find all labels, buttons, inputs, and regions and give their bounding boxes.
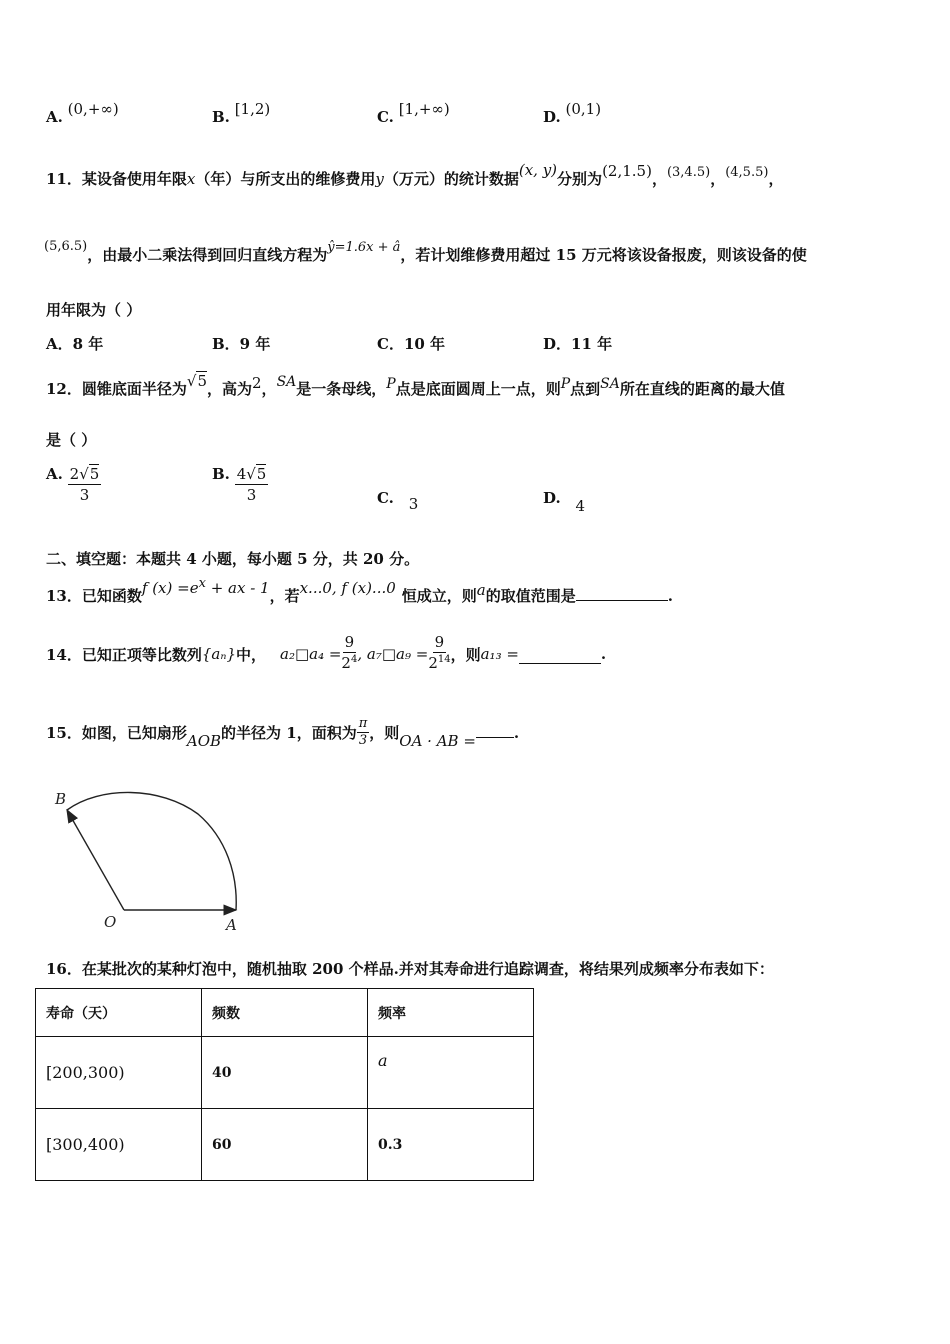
header-count: 频数 (202, 989, 368, 1037)
table-row: [200,300) 40 a (36, 1037, 534, 1109)
q14-line: 14．已知正项等比数列 {aₙ} 中， a₂□a₄ = $\frac{9}{2^4}$ , a₇□a₉ = $\frac{9}{2^{14}}$ ，则 a₁₃ = . (46, 632, 606, 676)
q15-answer-blank[interactable] (476, 727, 514, 738)
label-a: A (226, 916, 237, 934)
q14-fraction-1: $\frac{9}{2^4}$ (341, 633, 358, 672)
q11-option-a: A．8 年 (46, 335, 104, 353)
table-header-row (36, 989, 534, 1037)
sector-arc (67, 792, 236, 910)
q15-line: 15．如图，已知扇形 AOB 的半径为 1，面积为 $\frac{\pi}{3}$ ，则 OA · AB = . (46, 716, 520, 750)
q10-option-a: A. (0,+∞) (46, 100, 119, 126)
q11-option-b: B．9 年 (212, 335, 271, 353)
q12-option-d: D. 4 (543, 489, 586, 515)
q14-fraction-2: $\frac{9}{2^{14}}$ (428, 633, 451, 672)
table-row: [300,400) 60 0.3 (36, 1109, 534, 1181)
label-b: B (55, 790, 67, 808)
q12-option-b: B. $\frac{4√5}{3}$ (212, 464, 267, 504)
q10-option-d: D. (0,1) (543, 100, 602, 126)
header-lifespan: 寿命（天） (36, 989, 202, 1037)
q12-option-a: A. $\frac{2√5}{3}$ (46, 464, 100, 504)
label-o: O (104, 913, 117, 931)
q13-line: 13．已知函数f (x) =ex + ax - 1，若x...0, f (x)...0 恒成立，则a的取值范围是 . (46, 576, 673, 605)
q14-answer-blank[interactable] (519, 645, 601, 664)
q10-option-c: C. [1,+∞) (377, 100, 450, 126)
q12-option-a-fraction: $\frac{2√5}{3}$ (69, 465, 100, 504)
q11-line-1: 11．某设备使用年限x（年）与所支出的维修费用y（万元）的统计数据(x, y)分别为(2,1.5)，(3,4.5)，(4,5.5)， (46, 161, 784, 188)
header-frequency: 频率 (368, 989, 534, 1037)
q12-line-2: 是（ ） (46, 431, 97, 449)
vector-ob (67, 810, 124, 910)
q15-area-fraction: $\frac{\pi}{3}$ (358, 716, 368, 748)
q13-answer-blank[interactable] (576, 600, 668, 601)
frequency-table (35, 988, 534, 1181)
section-2-heading: 二、填空题：本题共 4 小题，每小题 5 分，共 20 分。 (46, 550, 420, 568)
q12-option-c: C. 3 (377, 489, 419, 513)
sector-figure (40, 778, 240, 934)
q11-option-d: D．11 年 (543, 335, 613, 353)
q16-line: 16．在某批次的某种灯泡中，随机抽取 200 个样品.并对其寿命进行追踪调查，将结果列成频率分布表如下： (46, 960, 774, 978)
q12-line-1: 12．圆锥底面半径为√5，高为2，SA是一条母线，P点是底面圆周上一点，则P点到SA所在直线的距离的最大值 (46, 372, 785, 398)
q11-option-c: C．10 年 (377, 335, 446, 353)
q10-option-b: B. [1,2) (212, 100, 271, 126)
q12-option-b-fraction: $\frac{4√5}{3}$ (236, 465, 267, 504)
q11-line-3: 用年限为（ ） (46, 301, 142, 319)
q11-line-2: (5,6.5)，由最小二乘法得到回归直线方程为ŷ=1.6x + â，若计划维修费用超过 15 万元将该设备报废，则该设备的使 (44, 239, 807, 264)
